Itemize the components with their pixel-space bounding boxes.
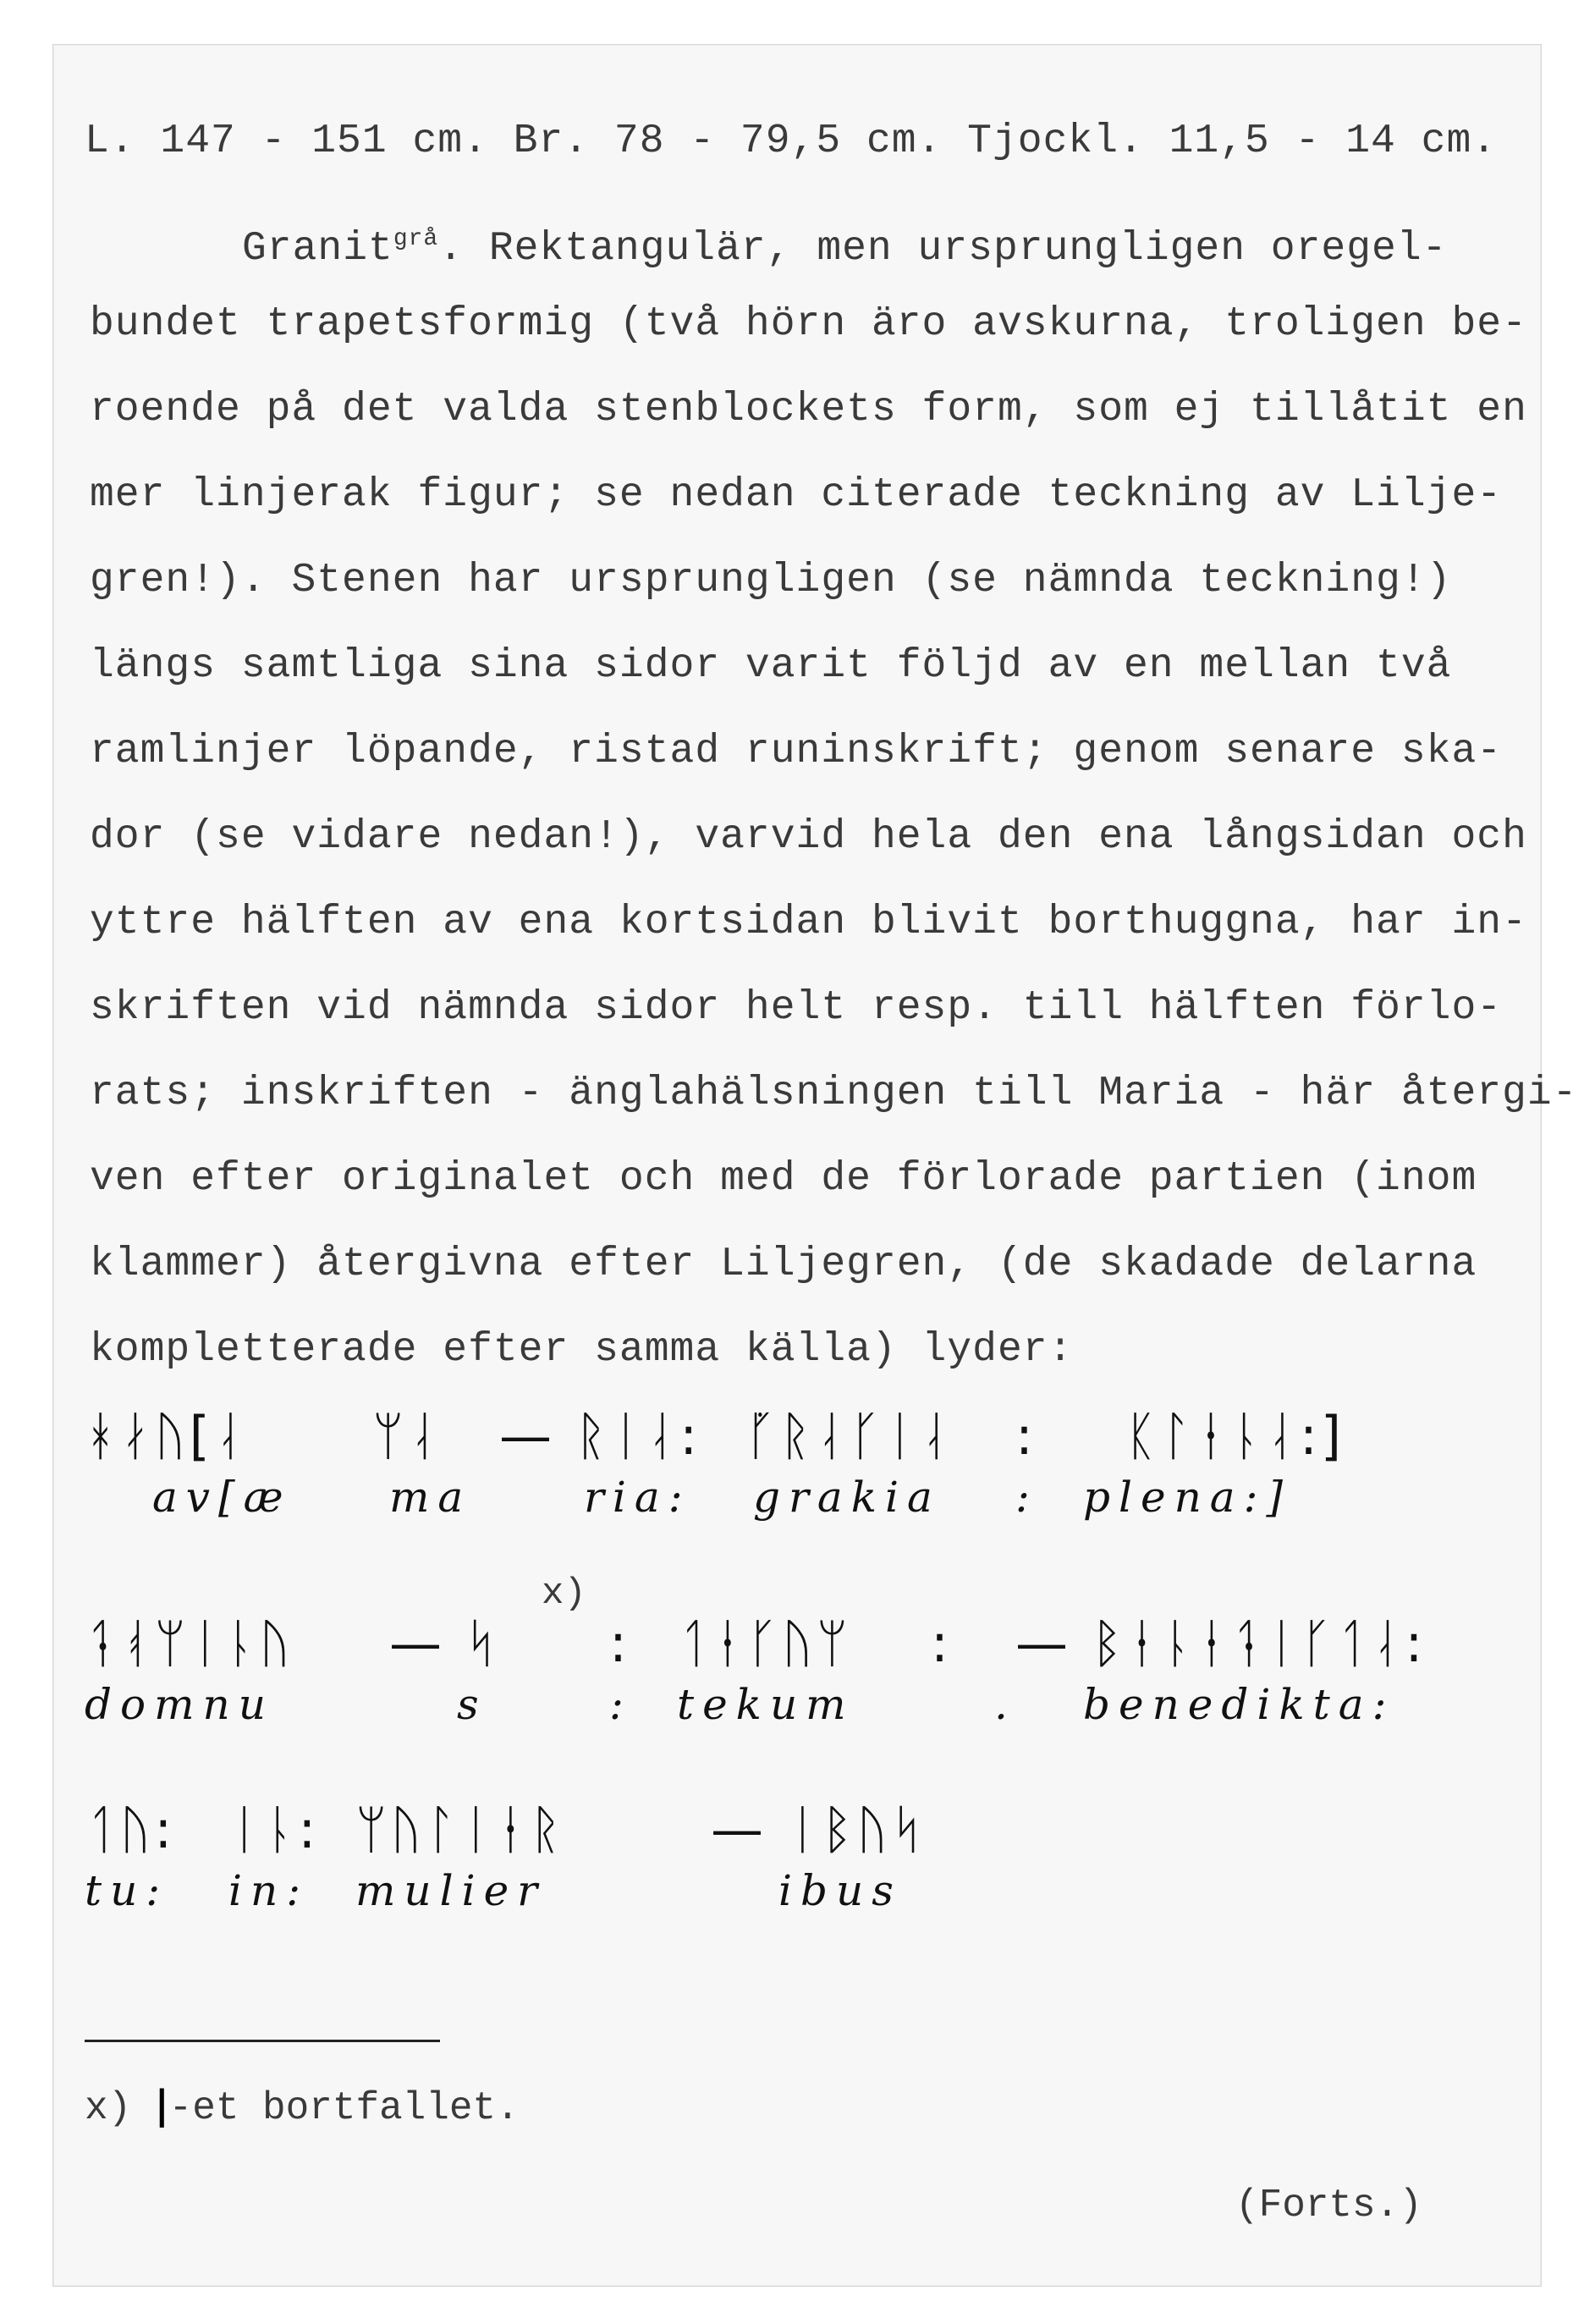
latin-word: av[æ [152, 1473, 292, 1522]
rune-line [85, 1612, 1523, 1680]
latin-word: tu: [85, 1866, 169, 1915]
latin-word: s [457, 1680, 487, 1729]
paragraph-line: kompletterade efter samma källa) lyder: [90, 1327, 1074, 1373]
rune-word: ᚵᚱᛆᚴᛁᛆ [745, 1405, 954, 1467]
paragraph-line: klammer) återgivna efter Liljegren, (de skadade delarna [90, 1242, 1477, 1287]
paragraph-line: dor (se vidare nedan!), varvid hela den ena långsidan och [90, 814, 1527, 860]
rune-word: ᛐᚢ: [85, 1798, 176, 1860]
rune-word: ᚼᛅᚢ[ᛆ [85, 1405, 248, 1467]
latin-word: ma [389, 1473, 472, 1522]
paragraph-line: skriften vid nämnda sidor helt resp. till hälften förlo- [90, 985, 1503, 1031]
rune-separator: : [1015, 1405, 1037, 1467]
latin-word: mulier [355, 1866, 547, 1915]
paragraph-line: längs samtliga sina sidor varit följd av en mellan två [90, 643, 1452, 689]
rune-line [85, 1405, 1523, 1473]
latin-word: ria: [584, 1473, 691, 1522]
rune-line [85, 1798, 1523, 1866]
transliteration-line [85, 1866, 1523, 1934]
latin-word: in: [228, 1866, 310, 1915]
footnote-text: -et bortfallet. [168, 2086, 520, 2130]
rune-word: — ᛁᛒᚢᛋ [711, 1798, 927, 1860]
latin-word: domnu [85, 1680, 274, 1729]
latin-word: benedikta: [1083, 1680, 1395, 1729]
footnote-marker: x) [85, 2086, 132, 2130]
paragraph-line: ramlinjer löpande, ristad runinskrift; genom senare ska- [90, 729, 1503, 774]
latin-separator: : [1015, 1473, 1038, 1522]
rune-separator: : [609, 1612, 630, 1674]
latin-word: plena:] [1083, 1473, 1291, 1522]
paragraph-line-first: Granit$^{grå}$. Rektangulär, men ursprungligen oregel- [242, 226, 1448, 272]
rune-word: ᛁᚿ: [228, 1798, 320, 1860]
footnote-rune: | [154, 2082, 169, 2128]
footnote-reference: x) [542, 1572, 586, 1615]
paragraph-line: mer linjerak figur; se nedan citerade teckning av Lilje- [90, 472, 1503, 518]
rune-word: ᛘᚢᛚᛁᛂᚱ [355, 1798, 565, 1860]
latin-separator: : [609, 1680, 632, 1729]
rune-word: — ᚱᛁᛆ: [499, 1405, 701, 1467]
continuation-note: (Forts.) [1235, 2184, 1422, 2228]
latin-word: tekum [677, 1680, 855, 1729]
description-paragraph [90, 196, 1578, 1393]
rune-word: ᛕᛚᛂᚿᛆ:] [1125, 1405, 1345, 1467]
rune-word: ᛐᛂᚴᚢᛘ [677, 1612, 852, 1674]
paragraph-line: yttre hälften av ena kortsidan blivit borthuggna, har in- [90, 900, 1527, 945]
paragraph-line: ven efter originalet och med de förlorade partien (inom [90, 1156, 1477, 1202]
paragraph-line: roende på det valda stenblockets form, som ej tillåtit en [90, 387, 1527, 432]
handwritten-insert: grå [393, 226, 439, 252]
footnote [85, 2082, 520, 2130]
inscription-row-3 [85, 1798, 1523, 1934]
rune-word: — ᛒᛂᚿᛂᛑᛁᚴᛐᛆ: [1015, 1612, 1427, 1674]
latin-separator: . [994, 1680, 1016, 1729]
dimensions-header: L. 147 - 151 cm. Br. 78 - 79,5 cm. Tjockl. 11,5 - 14 cm. [85, 118, 1498, 164]
paragraph-line: gren!). Stenen har ursprungligen (se nämnda teckning!) [90, 558, 1452, 603]
rune-separator: : [931, 1612, 952, 1674]
paragraph-line: bundet trapetsformig (två hörn äro avskurna, troligen be- [90, 301, 1527, 347]
paragraph-line: rats; inskriften - änglahälsningen till Maria - här återgi- [90, 1071, 1578, 1116]
inscription-row-2 [85, 1612, 1523, 1748]
rune-word: — ᛋ [389, 1612, 500, 1674]
latin-word: grakia [753, 1473, 941, 1522]
rune-word: ᛑᚮᛘᛁᚿᚢ [85, 1612, 294, 1674]
transliteration-line [85, 1473, 1523, 1540]
rune-word: ᛘᛆ [372, 1405, 443, 1467]
latin-word: ibus [778, 1866, 902, 1915]
inscription-row-1 [85, 1405, 1523, 1540]
footnote-divider [85, 2040, 440, 2042]
transliteration-line [85, 1680, 1523, 1748]
